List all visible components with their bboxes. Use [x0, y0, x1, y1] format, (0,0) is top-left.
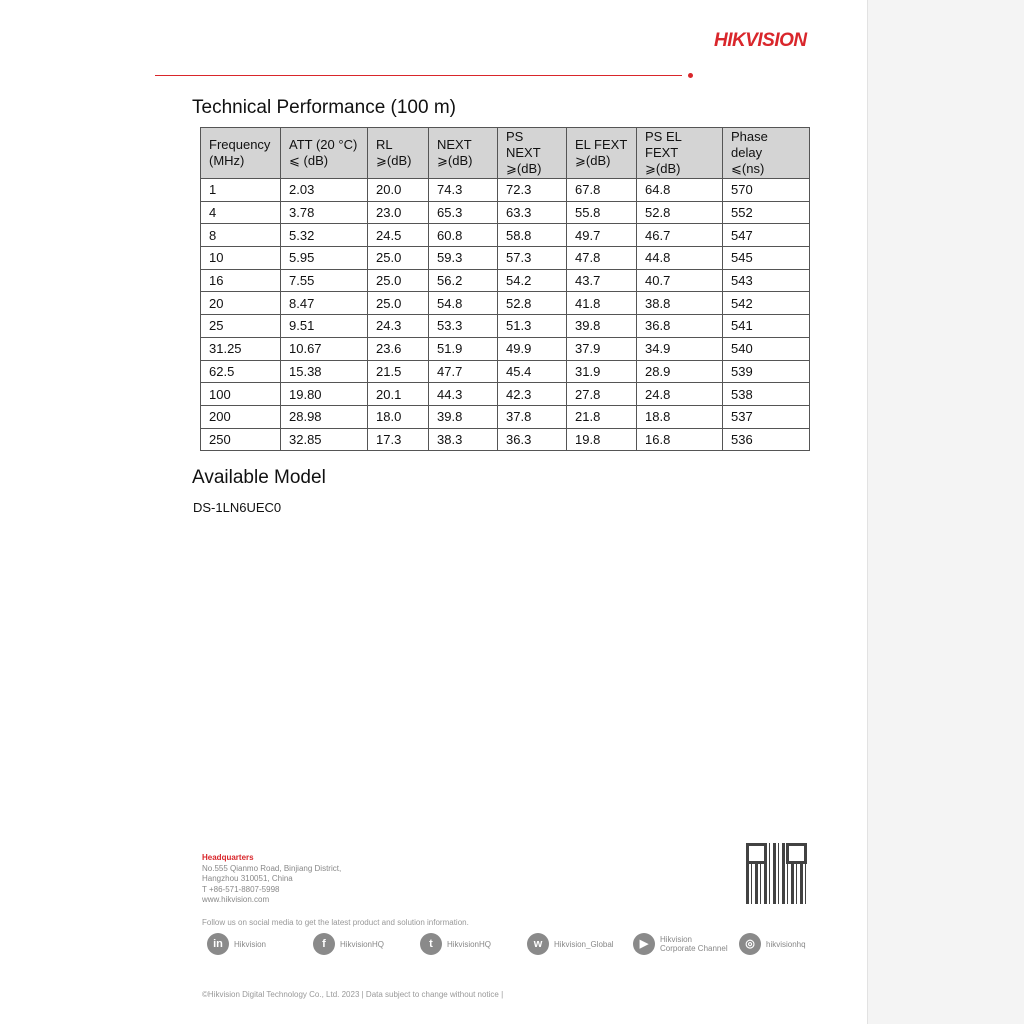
table-cell: 28.9 — [637, 360, 723, 383]
column-header — [429, 128, 498, 179]
table-cell: 24.3 — [368, 315, 429, 338]
table-cell: 32.85 — [281, 428, 368, 451]
table-cell: 74.3 — [429, 179, 498, 202]
table-cell: 36.8 — [637, 315, 723, 338]
table-cell: 100 — [201, 383, 281, 406]
table-cell: 52.8 — [637, 201, 723, 224]
header-line: ⩾(dB) — [506, 161, 542, 176]
table-cell: 47.8 — [567, 247, 637, 270]
table-row — [201, 383, 810, 406]
table-cell: 28.98 — [281, 405, 368, 428]
table-cell: 25.0 — [368, 269, 429, 292]
table-cell: 547 — [723, 224, 810, 247]
twitter-icon: t — [420, 933, 442, 955]
table-cell: 23.6 — [368, 337, 429, 360]
table-cell: 8.47 — [281, 292, 368, 315]
table-cell: 45.4 — [498, 360, 567, 383]
social-label — [766, 940, 806, 949]
table-cell: 36.3 — [498, 428, 567, 451]
header-line: ATT (20 °C) — [289, 137, 358, 152]
table-cell: 25 — [201, 315, 281, 338]
table-cell: 5.95 — [281, 247, 368, 270]
social-label-line: Hikvision — [234, 939, 267, 949]
table-cell: 57.3 — [498, 247, 567, 270]
hq-website-link[interactable]: www.hikvision.com — [202, 895, 270, 904]
table-cell: 8 — [201, 224, 281, 247]
column-header — [637, 128, 723, 179]
table-cell: 40.7 — [637, 269, 723, 292]
model-number: DS-1LN6UEC0 — [193, 500, 282, 515]
headquarters-block — [202, 853, 341, 906]
table-cell: 18.8 — [637, 405, 723, 428]
column-header — [498, 128, 567, 179]
header-line: ⩽(ns) — [731, 161, 765, 176]
social-label-line: hikvisionhq — [766, 939, 806, 949]
table-cell: 17.3 — [368, 428, 429, 451]
wechat-icon: w — [527, 933, 549, 955]
table-row — [201, 360, 810, 383]
header-line: EL FEXT — [575, 137, 628, 152]
social-label-line: HikvisionHQ — [447, 939, 492, 949]
table-cell: 10.67 — [281, 337, 368, 360]
table-cell: 51.3 — [498, 315, 567, 338]
social-link-youtube[interactable] — [633, 933, 728, 955]
table-cell: 545 — [723, 247, 810, 270]
table-cell: 55.8 — [567, 201, 637, 224]
header-line: (MHz) — [209, 153, 245, 168]
table-cell: 570 — [723, 179, 810, 202]
table-cell: 23.0 — [368, 201, 429, 224]
social-label — [234, 940, 266, 949]
table-cell: 62.5 — [201, 360, 281, 383]
table-row — [201, 247, 810, 270]
table-cell: 538 — [723, 383, 810, 406]
instagram-icon: ◎ — [739, 933, 761, 955]
table-cell: 38.3 — [429, 428, 498, 451]
header-line: ⩾(dB) — [437, 153, 473, 168]
table-cell: 16 — [201, 269, 281, 292]
table-cell: 25.0 — [368, 247, 429, 270]
table-cell: 63.3 — [498, 201, 567, 224]
column-header — [567, 128, 637, 179]
facebook-icon: f — [313, 933, 335, 955]
table-cell: 24.8 — [637, 383, 723, 406]
social-label-line: Corporate Channel — [660, 944, 728, 953]
table-cell: 540 — [723, 337, 810, 360]
table-cell: 543 — [723, 269, 810, 292]
table-cell: 42.3 — [498, 383, 567, 406]
table-cell: 250 — [201, 428, 281, 451]
linkedin-icon: in — [207, 933, 229, 955]
table-row — [201, 269, 810, 292]
table-cell: 16.8 — [637, 428, 723, 451]
header-rule-dot — [688, 73, 693, 78]
hq-line: No.555 Qianmo Road, Binjiang District, — [202, 863, 342, 873]
youtube-icon: ▶ — [633, 933, 655, 955]
column-header — [281, 128, 368, 179]
table-cell: 31.9 — [567, 360, 637, 383]
table-cell: 56.2 — [429, 269, 498, 292]
table-cell: 59.3 — [429, 247, 498, 270]
header-line: RL — [376, 137, 393, 152]
table-row — [201, 292, 810, 315]
social-label-line: Hikvision_Global — [554, 939, 614, 949]
table-row — [201, 428, 810, 451]
table-cell: 200 — [201, 405, 281, 428]
table-cell: 60.8 — [429, 224, 498, 247]
table-cell: 49.7 — [567, 224, 637, 247]
table-cell: 536 — [723, 428, 810, 451]
table-cell: 542 — [723, 292, 810, 315]
table-cell: 65.3 — [429, 201, 498, 224]
header-line: ⩾(dB) — [575, 153, 611, 168]
social-label-line: HikvisionHQ — [340, 939, 385, 949]
table-cell: 9.51 — [281, 315, 368, 338]
table-cell: 44.8 — [637, 247, 723, 270]
table-cell: 27.8 — [567, 383, 637, 406]
table-cell: 19.80 — [281, 383, 368, 406]
table-cell: 18.0 — [368, 405, 429, 428]
table-cell: 37.9 — [567, 337, 637, 360]
table-cell: 5.32 — [281, 224, 368, 247]
table-cell: 3.78 — [281, 201, 368, 224]
header-rule — [155, 75, 682, 76]
table-cell: 19.8 — [567, 428, 637, 451]
social-link-linkedin[interactable] — [207, 933, 266, 955]
table-cell: 20.1 — [368, 383, 429, 406]
table-row — [201, 405, 810, 428]
table-cell: 67.8 — [567, 179, 637, 202]
table-cell: 537 — [723, 405, 810, 428]
header-line: Phase delay — [731, 129, 768, 160]
header-line: ⩽ (dB) — [289, 153, 329, 168]
table-cell: 4 — [201, 201, 281, 224]
table-cell: 37.8 — [498, 405, 567, 428]
social-link-wechat[interactable] — [527, 933, 614, 955]
table-cell: 25.0 — [368, 292, 429, 315]
table-cell: 34.9 — [637, 337, 723, 360]
table-cell: 541 — [723, 315, 810, 338]
table-row — [201, 315, 810, 338]
social-link-instagram[interactable] — [739, 933, 806, 955]
table-cell: 552 — [723, 201, 810, 224]
table-cell: 72.3 — [498, 179, 567, 202]
social-link-facebook[interactable] — [313, 933, 384, 955]
table-row — [201, 337, 810, 360]
table-cell: 20.0 — [368, 179, 429, 202]
hq-line: Hangzhou 310051, China — [202, 874, 293, 883]
header-line: Frequency — [209, 137, 271, 152]
hq-title: Headquarters — [202, 853, 254, 862]
social-label — [554, 940, 614, 949]
table-cell: 54.2 — [498, 269, 567, 292]
table-cell: 38.8 — [637, 292, 723, 315]
table-cell: 51.9 — [429, 337, 498, 360]
performance-table — [200, 127, 810, 451]
table-cell: 24.5 — [368, 224, 429, 247]
table-cell: 2.03 — [281, 179, 368, 202]
table-cell: 53.3 — [429, 315, 498, 338]
table-cell: 21.8 — [567, 405, 637, 428]
header-line: ⩾(dB) — [376, 153, 412, 168]
qr-code — [746, 843, 807, 904]
table-cell: 54.8 — [429, 292, 498, 315]
social-label — [340, 940, 384, 949]
header-line: PS EL FEXT — [645, 129, 682, 160]
table-cell: 39.8 — [567, 315, 637, 338]
table-cell: 20 — [201, 292, 281, 315]
available-model-title: Available Model — [192, 467, 326, 488]
table-cell: 15.38 — [281, 360, 368, 383]
social-label-line: Hikvision — [660, 935, 693, 944]
social-label — [447, 940, 491, 949]
table-row — [201, 179, 810, 202]
table-cell: 52.8 — [498, 292, 567, 315]
table-cell: 58.8 — [498, 224, 567, 247]
table-cell: 21.5 — [368, 360, 429, 383]
table-cell: 41.8 — [567, 292, 637, 315]
table-cell: 44.3 — [429, 383, 498, 406]
table-cell: 1 — [201, 179, 281, 202]
table-cell: 49.9 — [498, 337, 567, 360]
table-cell: 39.8 — [429, 405, 498, 428]
social-label — [660, 935, 728, 953]
performance-title: Technical Performance (100 m) — [192, 97, 456, 118]
column-header — [723, 128, 810, 179]
table-cell: 64.8 — [637, 179, 723, 202]
column-header — [368, 128, 429, 179]
table-cell: 7.55 — [281, 269, 368, 292]
table-row — [201, 224, 810, 247]
hikvision-logo: HIKVISION — [714, 30, 807, 51]
table-cell: 46.7 — [637, 224, 723, 247]
follow-text: Follow us on social media to get the latest product and solution information. — [202, 918, 469, 927]
column-header — [201, 128, 281, 179]
table-cell: 43.7 — [567, 269, 637, 292]
header-line: ⩾(dB) — [645, 161, 681, 176]
table-row — [201, 201, 810, 224]
table-cell: 47.7 — [429, 360, 498, 383]
hq-line: T +86-571-8807-5998 — [202, 884, 280, 894]
header-line: PS NEXT — [506, 129, 541, 160]
social-link-twitter[interactable] — [420, 933, 491, 955]
table-cell: 539 — [723, 360, 810, 383]
table-cell: 31.25 — [201, 337, 281, 360]
header-line: NEXT — [437, 137, 472, 152]
table-cell: 10 — [201, 247, 281, 270]
copyright: ©Hikvision Digital Technology Co., Ltd. 2023 | Data subject to change without notice | — [202, 990, 504, 999]
